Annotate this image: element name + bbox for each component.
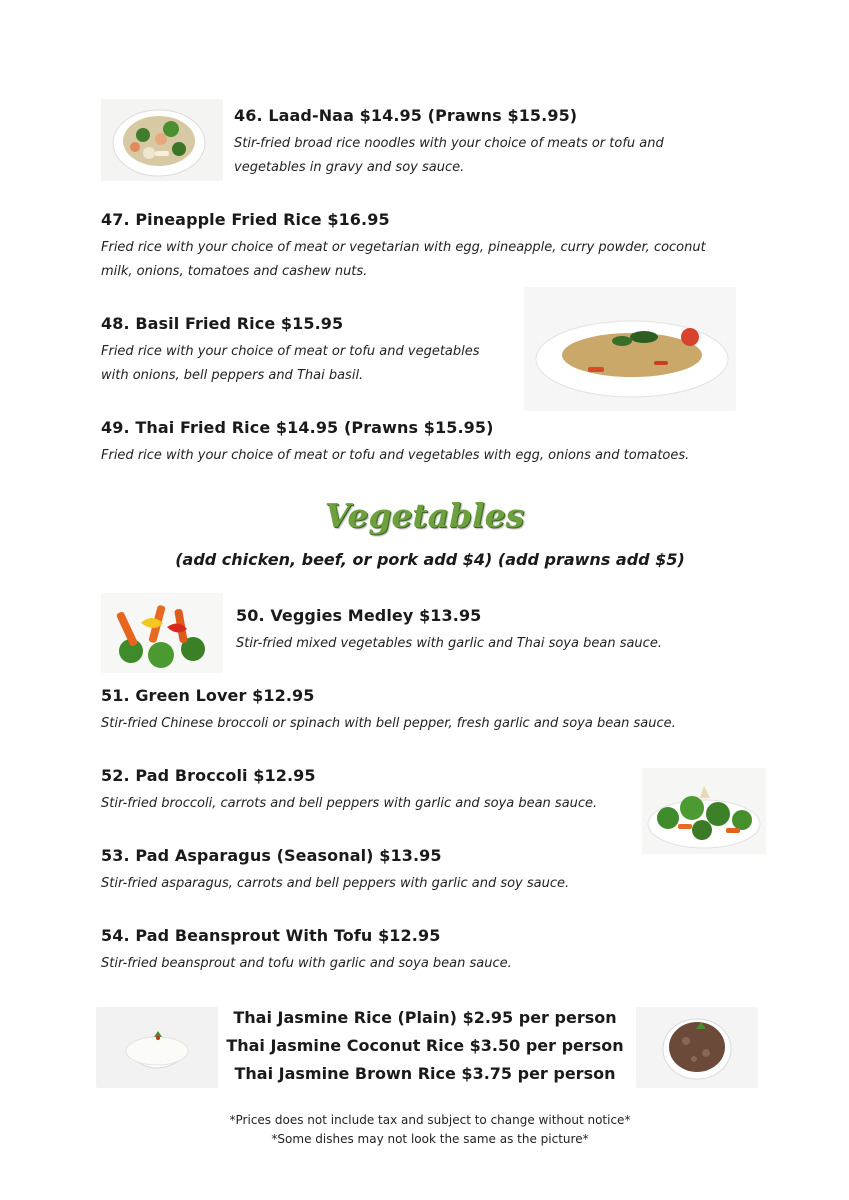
- basil-fried-rice-photo: [524, 287, 736, 411]
- item-title: 46. Laad-Naa $14.95 (Prawns $15.95): [234, 106, 578, 125]
- white-rice-bowl-image: [96, 1007, 218, 1088]
- brown-rice-bowl-image: [636, 1007, 758, 1088]
- pad-broccoli-photo: [642, 768, 766, 854]
- mixed-vegetables-image: [101, 593, 223, 673]
- item-title: 51. Green Lover $12.95: [101, 686, 315, 705]
- section-title: Vegetables: [324, 496, 525, 535]
- item-title: 48. Basil Fried Rice $15.95: [101, 314, 344, 333]
- item-description: Stir-fried beansprout and tofu with garlic and soya bean sauce.: [101, 956, 512, 971]
- item-description: Fried rice with your choice of meat or tofu and vegetables with onions, bell peppers and Thai basil.: [101, 344, 480, 383]
- rice-price-line: Thai Jasmine Coconut Rice $3.50 per person: [226, 1036, 624, 1055]
- broccoli-dish-image: [642, 768, 766, 854]
- noodle-dish-image: [101, 99, 223, 181]
- fried-rice-dish-image: [524, 287, 736, 411]
- item-title: 50. Veggies Medley $13.95: [236, 606, 482, 625]
- brown-rice-photo: [636, 1007, 758, 1088]
- rice-price-line: Thai Jasmine Brown Rice $3.75 per person: [234, 1064, 616, 1083]
- section-note: (add chicken, beef, or pork add $4) (add prawns add $5): [175, 550, 685, 569]
- item-description: Stir-fried broccoli, carrots and bell peppers with garlic and soya bean sauce.: [101, 796, 598, 811]
- item-title: 49. Thai Fried Rice $14.95 (Prawns $15.95): [101, 418, 494, 437]
- item-description: Stir-fried Chinese broccoli or spinach with bell pepper, fresh garlic and soya bean sauce.: [101, 716, 676, 731]
- footer-note: *Prices does not include tax and subject to change without notice*: [229, 1113, 631, 1127]
- item-title: 47. Pineapple Fried Rice $16.95: [101, 210, 390, 229]
- item-title: 52. Pad Broccoli $12.95: [101, 766, 316, 785]
- veggies-medley-photo: [101, 593, 223, 673]
- item-description: Fried rice with your choice of meat or tofu and vegetables with egg, onions and tomatoes.: [101, 448, 690, 463]
- jasmine-rice-photo: [96, 1007, 218, 1088]
- item-description: Stir-fried asparagus, carrots and bell peppers with garlic and soy sauce.: [101, 876, 570, 891]
- item-title: 54. Pad Beansprout With Tofu $12.95: [101, 926, 441, 945]
- laad-naa-photo: [101, 99, 223, 181]
- item-description: Stir-fried mixed vegetables with garlic and Thai soya bean sauce.: [236, 636, 662, 651]
- rice-price-line: Thai Jasmine Rice (Plain) $2.95 per person: [233, 1008, 617, 1027]
- footer-note: *Some dishes may not look the same as the picture*: [271, 1132, 589, 1146]
- item-title: 53. Pad Asparagus (Seasonal) $13.95: [101, 846, 442, 865]
- item-description: Fried rice with your choice of meat or vegetarian with egg, pineapple, curry powder, coconut milk, onions, tomatoes and cashew nuts.: [101, 240, 706, 279]
- item-description: Stir-fried broad rice noodles with your choice of meats or tofu and vegetables in gravy and soy sauce.: [234, 136, 664, 175]
